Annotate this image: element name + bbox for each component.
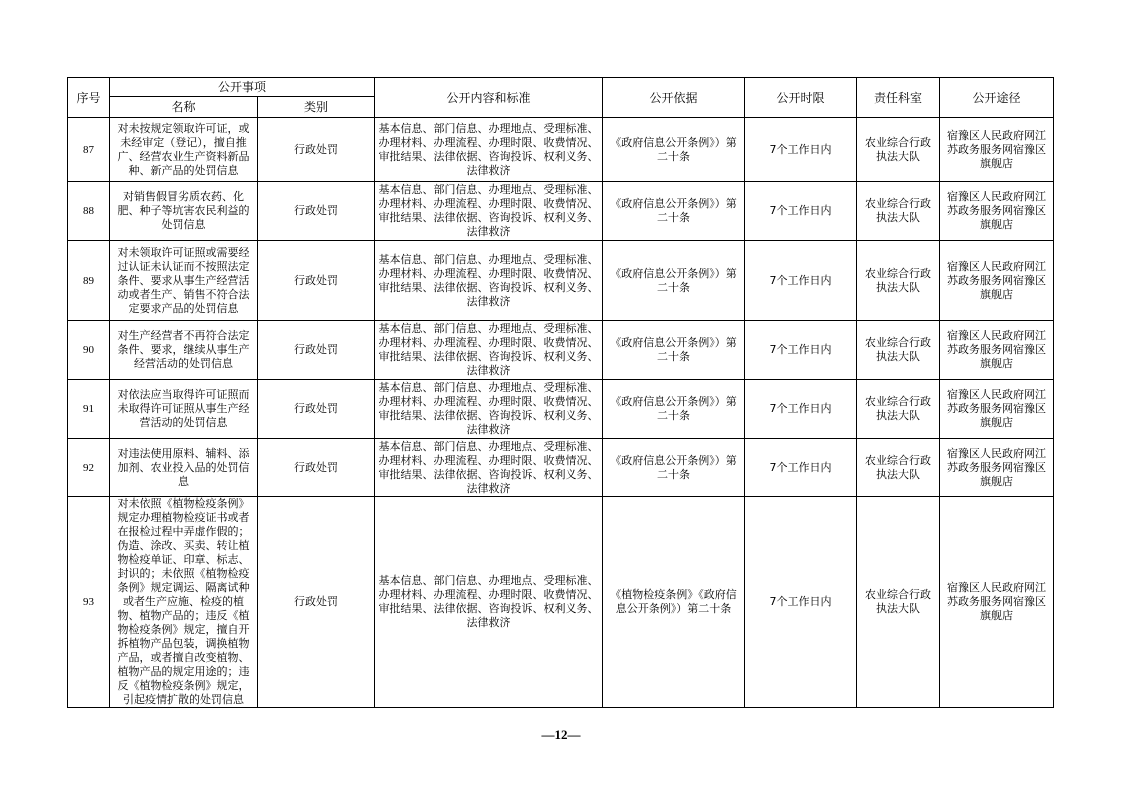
row-content: 基本信息、部门信息、办理地点、受理标准、办理材料、办理流程、办理时限、收费情况、审批结果、法律依据、咨询投诉、权利义务、法律救济 (375, 497, 603, 708)
row-time: 7个工作日内 (745, 321, 857, 380)
row-channel: 宿豫区人民政府网江苏政务服务网宿豫区旗舰店 (940, 182, 1054, 241)
row-basis: 《政府信息公开条例》）第二十条 (603, 439, 745, 497)
row-basis: 《政府信息公开条例》）第二十条 (603, 118, 745, 182)
row-basis: 《政府信息公开条例》）第二十条 (603, 182, 745, 241)
row-channel: 宿豫区人民政府网江苏政务服务网宿豫区旗舰店 (940, 439, 1054, 497)
row-category: 行政处罚 (258, 241, 375, 321)
table-row (68, 241, 1054, 321)
row-seq: 88 (68, 182, 110, 241)
row-seq: 92 (68, 439, 110, 497)
row-channel: 宿豫区人民政府网江苏政务服务网宿豫区旗舰店 (940, 241, 1054, 321)
table-row (68, 321, 1054, 380)
row-category: 行政处罚 (258, 118, 375, 182)
row-name: 对未依照《植物检疫条例》规定办理植物检疫证书或者在报检过程中弄虚作假的；伪造、涂改、买卖、转让植物检疫单证、印章、标志、封识的；未依照《植物检疫条例》规定调运、隔离试种或者生产应施、检疫的植物、植物产品的；违反《植物检疫条例》规定，擅自开拆植物产品包装，调换植物产品，或者擅自改变植物、植物产品的规定用途的；违反《植物检疫条例》规定，引起疫情扩散的处罚信息 (110, 497, 258, 708)
row-dept: 农业综合行政执法大队 (857, 321, 940, 380)
row-seq: 89 (68, 241, 110, 321)
row-name: 对未领取许可证照或需要经过认证未认证而不按照法定条件、要求从事生产经营活动或者生产、销售不符合法定要求产品的处罚信息 (110, 241, 258, 321)
row-dept: 农业综合行政执法大队 (857, 182, 940, 241)
row-seq: 93 (68, 497, 110, 708)
row-channel: 宿豫区人民政府网江苏政务服务网宿豫区旗舰店 (940, 380, 1054, 439)
row-category: 行政处罚 (258, 497, 375, 708)
row-name: 对违法使用原料、辅料、添加剂、农业投入品的处罚信息 (110, 439, 258, 497)
row-basis: 《政府信息公开条例》）第二十条 (603, 241, 745, 321)
row-content: 基本信息、部门信息、办理地点、受理标准、办理材料、办理流程、办理时限、收费情况、审批结果、法律依据、咨询投诉、权利义务、法律救济 (375, 321, 603, 380)
header-time: 公开时限 (745, 78, 857, 118)
row-channel: 宿豫区人民政府网江苏政务服务网宿豫区旗舰店 (940, 118, 1054, 182)
row-basis: 《植物检疫条例》《政府信息公开条例》）第二十条 (603, 497, 745, 708)
header-name: 名称 (110, 97, 258, 118)
header-category: 类别 (258, 97, 375, 118)
row-dept: 农业综合行政执法大队 (857, 241, 940, 321)
row-channel: 宿豫区人民政府网江苏政务服务网宿豫区旗舰店 (940, 497, 1054, 708)
row-time: 7个工作日内 (745, 439, 857, 497)
row-content: 基本信息、部门信息、办理地点、受理标准、办理材料、办理流程、办理时限、收费情况、审批结果、法律依据、咨询投诉、权利义务、法律救济 (375, 118, 603, 182)
row-dept: 农业综合行政执法大队 (857, 497, 940, 708)
row-content: 基本信息、部门信息、办理地点、受理标准、办理材料、办理流程、办理时限、收费情况、审批结果、法律依据、咨询投诉、权利义务、法律救济 (375, 380, 603, 439)
row-time: 7个工作日内 (745, 241, 857, 321)
row-name: 对生产经营者不再符合法定条件、要求，继续从事生产经营活动的处罚信息 (110, 321, 258, 380)
row-category: 行政处罚 (258, 321, 375, 380)
row-basis: 《政府信息公开条例》）第二十条 (603, 380, 745, 439)
row-basis: 《政府信息公开条例》）第二十条 (603, 321, 745, 380)
row-time: 7个工作日内 (745, 182, 857, 241)
table-row (68, 380, 1054, 439)
row-time: 7个工作日内 (745, 497, 857, 708)
row-content: 基本信息、部门信息、办理地点、受理标准、办理材料、办理流程、办理时限、收费情况、审批结果、法律依据、咨询投诉、权利义务、法律救济 (375, 439, 603, 497)
row-channel: 宿豫区人民政府网江苏政务服务网宿豫区旗舰店 (940, 321, 1054, 380)
row-dept: 农业综合行政执法大队 (857, 118, 940, 182)
row-content: 基本信息、部门信息、办理地点、受理标准、办理材料、办理流程、办理时限、收费情况、审批结果、法律依据、咨询投诉、权利义务、法律救济 (375, 182, 603, 241)
table-row (68, 118, 1054, 182)
table-row (68, 497, 1054, 708)
row-dept: 农业综合行政执法大队 (857, 380, 940, 439)
table-row (68, 439, 1054, 497)
table-row (68, 182, 1054, 241)
row-category: 行政处罚 (258, 439, 375, 497)
header-seq: 序号 (68, 78, 110, 118)
disclosure-table (67, 77, 1054, 708)
row-name: 对销售假冒劣质农药、化肥、种子等坑害农民利益的处罚信息 (110, 182, 258, 241)
header-dept: 责任科室 (857, 78, 940, 118)
row-seq: 90 (68, 321, 110, 380)
page-number: —12— (541, 727, 581, 742)
row-name: 对未按规定领取许可证，或未经审定（登记），擅自推广、经营农业生产资料新品种、新产品的处罚信息 (110, 118, 258, 182)
row-category: 行政处罚 (258, 380, 375, 439)
header-public-items: 公开事项 (110, 78, 375, 97)
row-category: 行政处罚 (258, 182, 375, 241)
header-content: 公开内容和标准 (375, 78, 603, 118)
header-channel: 公开途径 (940, 78, 1054, 118)
row-time: 7个工作日内 (745, 118, 857, 182)
row-content: 基本信息、部门信息、办理地点、受理标准、办理材料、办理流程、办理时限、收费情况、审批结果、法律依据、咨询投诉、权利义务、法律救济 (375, 241, 603, 321)
row-seq: 87 (68, 118, 110, 182)
row-seq: 91 (68, 380, 110, 439)
header-basis: 公开依据 (603, 78, 745, 118)
row-name: 对依法应当取得许可证照而未取得许可证照从事生产经营活动的处罚信息 (110, 380, 258, 439)
row-time: 7个工作日内 (745, 380, 857, 439)
row-dept: 农业综合行政执法大队 (857, 439, 940, 497)
